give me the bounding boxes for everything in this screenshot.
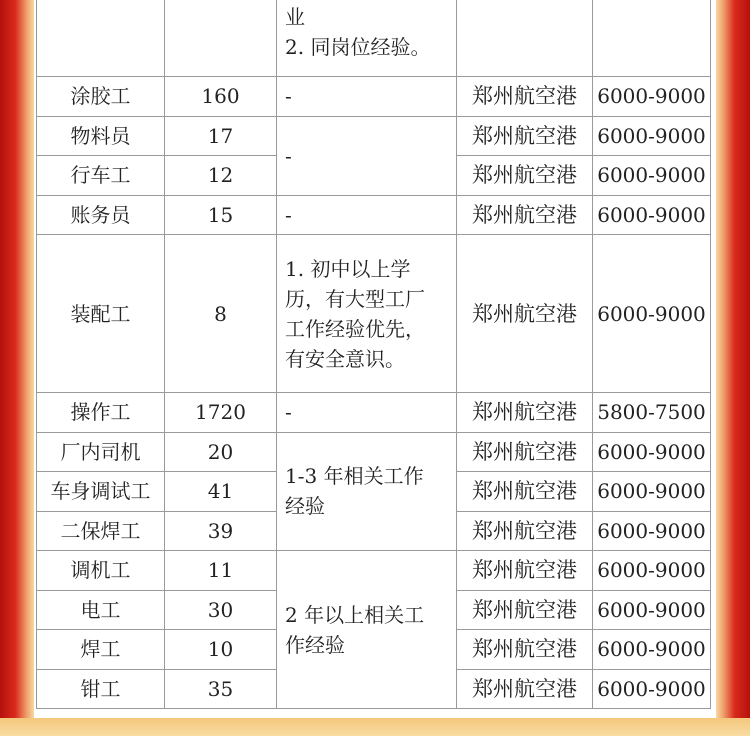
count-cell: 35	[165, 669, 277, 709]
salary-cell: 5800-7500	[593, 393, 711, 433]
count-cell: 11	[165, 551, 277, 591]
count-cell: 41	[165, 472, 277, 512]
count-cell: 160	[165, 77, 277, 117]
job-cell: 车身调试工	[37, 472, 165, 512]
location-cell: 郑州航空港	[457, 432, 593, 472]
table-row	[37, 235, 711, 393]
count-cell: 8	[165, 235, 277, 393]
requirement-cell: -	[277, 195, 457, 235]
requirement-cell: -	[277, 77, 457, 117]
location-cell: 郑州航空港	[457, 77, 593, 117]
table-row	[37, 0, 711, 77]
job-cell	[37, 0, 165, 77]
location-cell: 郑州航空港	[457, 590, 593, 630]
table-row	[37, 551, 711, 591]
location-cell: 郑州航空港	[457, 669, 593, 709]
job-table	[36, 0, 711, 709]
left-decorative-border	[0, 0, 34, 736]
requirement-cell: 业 2. 同岗位经验。	[277, 0, 457, 77]
count-cell: 1720	[165, 393, 277, 433]
location-cell	[457, 0, 593, 77]
job-cell: 电工	[37, 590, 165, 630]
job-cell: 二保焊工	[37, 511, 165, 551]
requirement-cell: -	[277, 116, 457, 195]
table-row	[37, 77, 711, 117]
location-cell: 郑州航空港	[457, 393, 593, 433]
job-cell: 钳工	[37, 669, 165, 709]
job-cell: 装配工	[37, 235, 165, 393]
count-cell: 12	[165, 156, 277, 196]
salary-cell: 6000-9000	[593, 669, 711, 709]
count-cell: 39	[165, 511, 277, 551]
salary-cell: 6000-9000	[593, 195, 711, 235]
right-decorative-border	[716, 0, 750, 736]
requirement-cell: 1. 初中以上学 历，有大型工厂 工作经验优先， 有安全意识。	[277, 235, 457, 393]
job-cell: 焊工	[37, 630, 165, 670]
job-cell: 调机工	[37, 551, 165, 591]
job-cell: 物料员	[37, 116, 165, 156]
salary-cell: 6000-9000	[593, 156, 711, 196]
location-cell: 郑州航空港	[457, 156, 593, 196]
location-cell: 郑州航空港	[457, 551, 593, 591]
requirement-cell: -	[277, 393, 457, 433]
location-cell: 郑州航空港	[457, 511, 593, 551]
table-row	[37, 432, 711, 472]
job-cell: 操作工	[37, 393, 165, 433]
count-cell: 10	[165, 630, 277, 670]
job-table-sheet	[34, 0, 716, 718]
job-cell: 账务员	[37, 195, 165, 235]
salary-cell: 6000-9000	[593, 77, 711, 117]
table-row	[37, 393, 711, 433]
job-cell: 涂胶工	[37, 77, 165, 117]
salary-cell: 6000-9000	[593, 630, 711, 670]
salary-cell: 6000-9000	[593, 432, 711, 472]
count-cell: 15	[165, 195, 277, 235]
salary-cell: 6000-9000	[593, 472, 711, 512]
count-cell: 20	[165, 432, 277, 472]
count-cell: 17	[165, 116, 277, 156]
location-cell: 郑州航空港	[457, 116, 593, 156]
salary-cell: 6000-9000	[593, 590, 711, 630]
count-cell: 30	[165, 590, 277, 630]
requirement-cell: 2 年以上相关工 作经验	[277, 551, 457, 709]
job-cell: 行车工	[37, 156, 165, 196]
job-cell: 厂内司机	[37, 432, 165, 472]
location-cell: 郑州航空港	[457, 630, 593, 670]
requirement-cell: 1-3 年相关工作 经验	[277, 432, 457, 551]
salary-cell	[593, 0, 711, 77]
table-row	[37, 195, 711, 235]
location-cell: 郑州航空港	[457, 472, 593, 512]
location-cell: 郑州航空港	[457, 195, 593, 235]
salary-cell: 6000-9000	[593, 116, 711, 156]
bottom-decorative-band	[0, 718, 750, 736]
salary-cell: 6000-9000	[593, 551, 711, 591]
salary-cell: 6000-9000	[593, 235, 711, 393]
table-row	[37, 116, 711, 156]
location-cell: 郑州航空港	[457, 235, 593, 393]
salary-cell: 6000-9000	[593, 511, 711, 551]
count-cell	[165, 0, 277, 77]
